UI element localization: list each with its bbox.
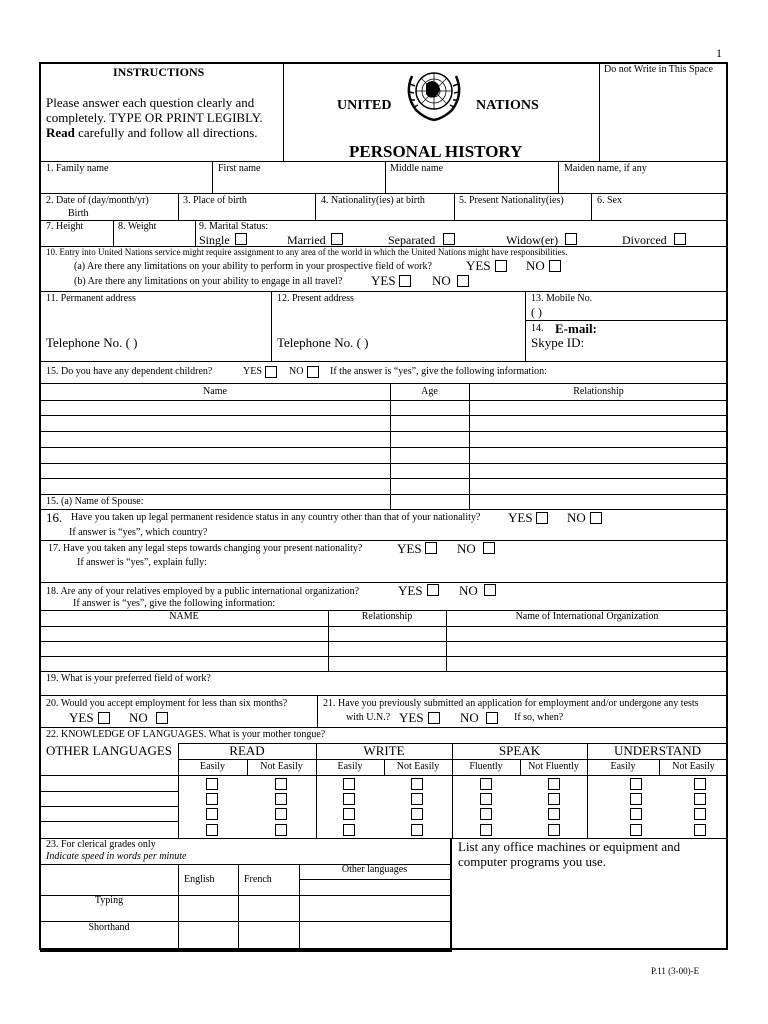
- present-telephone-label: Telephone No. ( ): [277, 335, 369, 350]
- q18-yes-label: YES: [398, 583, 423, 598]
- language-row-2-checkbox-8[interactable]: [694, 793, 706, 805]
- q21-if-so-label: If so, when?: [514, 712, 564, 723]
- read-easily-col: Easily: [200, 761, 225, 772]
- language-row-1-checkbox-5[interactable]: [480, 778, 492, 790]
- q20-yes-checkbox[interactable]: [98, 712, 110, 724]
- q10-label: 10. Entry into United Nations service might require assignment to any area of the world in which the United Nations might have responsibilities.: [46, 247, 568, 257]
- mobile-parens: ( ): [531, 305, 542, 319]
- spouse-name-label: 15. (a) Name of Spouse:: [46, 496, 144, 507]
- page-number: 1: [716, 46, 722, 60]
- q18-sub: If answer is “yes”, give the following information:: [73, 598, 276, 609]
- write-not-easily-col: Not Easily: [396, 761, 440, 772]
- q19-text: 19. What is your preferred field of work?: [46, 673, 211, 684]
- language-row-2-checkbox-5[interactable]: [480, 793, 492, 805]
- language-row-1-checkbox-8[interactable]: [694, 778, 706, 790]
- q15-no-label: NO: [289, 366, 304, 377]
- language-row-1-checkbox-4[interactable]: [411, 778, 423, 790]
- q22-text: 22. KNOWLEDGE OF LANGUAGES. What is your mother tongue?: [46, 729, 326, 740]
- place-of-birth-label: 3. Place of birth: [183, 195, 247, 206]
- q21-no-checkbox[interactable]: [486, 712, 498, 724]
- date-of-birth-label-2: Birth: [68, 208, 89, 219]
- permanent-telephone-label: Telephone No. ( ): [46, 335, 138, 350]
- q10a-no-label: NO: [526, 258, 545, 273]
- q10a-yes-checkbox[interactable]: [495, 260, 507, 272]
- dependents-col-relationship: Relationship: [573, 386, 624, 397]
- q20-no-label: NO: [129, 710, 148, 725]
- email-label: E-mail:: [555, 321, 597, 336]
- q10b-no-label: NO: [432, 273, 451, 288]
- q17-text: 17. Have you taken any legal steps towards changing your present nationality?: [48, 543, 363, 554]
- language-row-3-checkbox-3[interactable]: [343, 808, 355, 820]
- height-label: 7. Height: [46, 221, 84, 232]
- relatives-col-organization: Name of International Organization: [515, 611, 659, 622]
- first-name-label: First name: [218, 163, 261, 174]
- q10b-yes-checkbox[interactable]: [399, 275, 411, 287]
- org-name-right: NATIONS: [476, 98, 539, 113]
- nationality-at-birth-label: 4. Nationality(ies) at birth: [321, 195, 425, 206]
- email-number: 14.: [531, 323, 544, 334]
- q15-no-checkbox[interactable]: [307, 366, 319, 378]
- q21-yes-label: YES: [399, 710, 424, 725]
- q20-text: 20. Would you accept employment for less than six months?: [46, 698, 288, 709]
- write-header: WRITE: [363, 743, 405, 758]
- marital-divorced-checkbox[interactable]: [674, 233, 686, 245]
- language-row-4-checkbox-7[interactable]: [630, 824, 642, 836]
- q17-sub: If answer is “yes”, explain fully:: [77, 557, 207, 568]
- office-machines-label: List any office machines or equipment and: [458, 839, 681, 854]
- language-row-2-checkbox-3[interactable]: [343, 793, 355, 805]
- form-title: PERSONAL HISTORY: [349, 142, 523, 161]
- language-row-1-checkbox-3[interactable]: [343, 778, 355, 790]
- language-row-4-checkbox-3[interactable]: [343, 824, 355, 836]
- language-row-2-checkbox-6[interactable]: [548, 793, 560, 805]
- instructions-title: INSTRUCTIONS: [113, 65, 205, 79]
- q10a-text: (a) Are there any limitations on your ability to perform in your prospective field of work?: [74, 261, 432, 272]
- marital-single-label: Single: [199, 233, 230, 247]
- office-machines-label-2: computer programs you use.: [458, 854, 607, 869]
- maiden-name-label: Maiden name, if any: [564, 163, 647, 174]
- q16-number: 16.: [46, 510, 63, 525]
- q16-text: Have you taken up legal permanent residence status in any country other than that of your nationality?: [71, 512, 481, 523]
- language-row-4-checkbox-4[interactable]: [411, 824, 423, 836]
- instructions-line-1: Please answer each question clearly and: [46, 95, 255, 110]
- q17-yes-label: YES: [397, 541, 422, 556]
- marital-separated-label: Separated: [388, 233, 436, 247]
- speak-header: SPEAK: [498, 743, 541, 758]
- do-not-write-label: Do not Write in This Space: [604, 64, 713, 75]
- sex-label: 6. Sex: [597, 195, 622, 206]
- language-row-3-checkbox-2[interactable]: [275, 808, 287, 820]
- instructions-line-2: completely. TYPE OR PRINT LEGIBLY.: [46, 110, 263, 125]
- q15-info: If the answer is “yes”, give the following information:: [330, 366, 547, 377]
- understand-easily-col: Easily: [610, 761, 636, 772]
- q15-text: 15. Do you have any dependent children?: [46, 366, 213, 377]
- relatives-col-name: NAME: [169, 611, 199, 622]
- marital-widower-checkbox[interactable]: [565, 233, 577, 245]
- q16-sub: If answer is “yes”, which country?: [69, 527, 208, 538]
- language-row-3-checkbox-7[interactable]: [630, 808, 642, 820]
- q10b-text: (b) Are there any limitations on your ability to engage in all travel?: [74, 276, 343, 287]
- read-header: READ: [229, 743, 265, 758]
- language-row-4-checkbox-8[interactable]: [694, 824, 706, 836]
- language-row-1-checkbox-6[interactable]: [548, 778, 560, 790]
- marital-single-checkbox[interactable]: [235, 233, 247, 245]
- read-not-easily-col: Not Easily: [260, 761, 303, 772]
- instructions-line-3: Read carefully and follow all directions.: [46, 125, 258, 140]
- language-row-3-checkbox-1[interactable]: [206, 808, 218, 820]
- q17-no-label: NO: [457, 541, 476, 556]
- marital-married-checkbox[interactable]: [331, 233, 343, 245]
- language-row-2-checkbox-7[interactable]: [630, 793, 642, 805]
- language-row-1-checkbox-2[interactable]: [275, 778, 287, 790]
- middle-name-label: Middle name: [390, 163, 444, 174]
- mobile-label: 13. Mobile No.: [531, 293, 593, 304]
- org-name-left: UNITED: [337, 98, 392, 113]
- language-row-1-checkbox-7[interactable]: [630, 778, 642, 790]
- shorthand-row-label: Shorthand: [88, 922, 130, 933]
- q10a-no-checkbox[interactable]: [549, 260, 561, 272]
- q18-no-label: NO: [459, 583, 478, 598]
- write-easily-col: Easily: [337, 761, 363, 772]
- language-row-4-checkbox-2[interactable]: [275, 824, 287, 836]
- form-code: P.11 (3-00)-E: [651, 966, 700, 976]
- understand-header: UNDERSTAND: [613, 743, 702, 758]
- language-row-4-checkbox-1[interactable]: [206, 824, 218, 836]
- understand-not-easily-col: Not Easily: [672, 761, 715, 772]
- q23-text: 23. For clerical grades only: [46, 839, 156, 850]
- q16-no-checkbox[interactable]: [590, 512, 602, 524]
- dependents-col-age: Age: [421, 386, 438, 397]
- language-row-4-checkbox-6[interactable]: [548, 824, 560, 836]
- speed-col-english: English: [184, 874, 215, 885]
- speak-fluently-col: Fluently: [469, 761, 503, 772]
- permanent-address-label: 11. Permanent address: [46, 293, 136, 304]
- skype-label: Skype ID:: [531, 335, 585, 350]
- q16-no-label: NO: [567, 510, 586, 525]
- speed-col-french: French: [244, 874, 272, 885]
- q21-sub: with U.N.?: [346, 712, 391, 723]
- q18-no-checkbox[interactable]: [484, 584, 496, 596]
- typing-row-label: Typing: [94, 895, 124, 906]
- q20-no-checkbox[interactable]: [156, 712, 168, 724]
- language-row-3-checkbox-4[interactable]: [411, 808, 423, 820]
- weight-label: 8. Weight: [118, 221, 157, 232]
- q21-text: 21. Have you previously submitted an application for employment and/or undergone any tests: [323, 698, 699, 709]
- dependents-col-name: Name: [203, 386, 227, 397]
- relatives-col-relationship: Relationship: [361, 611, 413, 622]
- q16-yes-checkbox[interactable]: [536, 512, 548, 524]
- q10a-yes-label: YES: [466, 258, 491, 273]
- language-row-3-checkbox-5[interactable]: [480, 808, 492, 820]
- un-emblem-icon: [400, 62, 468, 126]
- speak-not-fluently-col: Not Fluently: [528, 761, 579, 772]
- marital-divorced-label: Divorced: [622, 233, 667, 247]
- q15-yes-checkbox[interactable]: [265, 366, 277, 378]
- other-languages-label: OTHER LANGUAGES: [46, 743, 173, 758]
- language-row-2-checkbox-2[interactable]: [275, 793, 287, 805]
- q21-no-label: NO: [460, 710, 479, 725]
- language-row-1-checkbox-1[interactable]: [206, 778, 218, 790]
- marital-widower-label: Widow(er): [506, 233, 559, 247]
- q17-yes-checkbox[interactable]: [425, 542, 437, 554]
- q20-yes-label: YES: [69, 710, 94, 725]
- q21-yes-checkbox[interactable]: [428, 712, 440, 724]
- language-row-2-checkbox-1[interactable]: [206, 793, 218, 805]
- language-row-2-checkbox-4[interactable]: [411, 793, 423, 805]
- q10b-no-checkbox[interactable]: [457, 275, 469, 287]
- present-address-label: 12. Present address: [277, 293, 354, 304]
- present-nationality-label: 5. Present Nationality(ies): [459, 195, 564, 206]
- q15-yes-label: YES: [243, 366, 262, 377]
- language-row-4-checkbox-5[interactable]: [480, 824, 492, 836]
- marital-status-label: 9. Marital Status:: [199, 221, 269, 232]
- language-row-3-checkbox-8[interactable]: [694, 808, 706, 820]
- date-of-birth-label: 2. Date of (day/month/yr): [46, 195, 149, 206]
- q18-text: 18. Are any of your relatives employed by a public international organization?: [46, 586, 360, 597]
- language-row-3-checkbox-6[interactable]: [548, 808, 560, 820]
- q10b-yes-label: YES: [371, 273, 396, 288]
- q16-yes-label: YES: [508, 510, 533, 525]
- q17-no-checkbox[interactable]: [483, 542, 495, 554]
- marital-separated-checkbox[interactable]: [443, 233, 455, 245]
- speed-col-other: Other languages: [341, 864, 408, 875]
- q23-sub: Indicate speed in words per minute: [46, 851, 187, 862]
- marital-married-label: Married: [287, 233, 326, 247]
- family-name-label: 1. Family name: [46, 163, 109, 174]
- q18-yes-checkbox[interactable]: [427, 584, 439, 596]
